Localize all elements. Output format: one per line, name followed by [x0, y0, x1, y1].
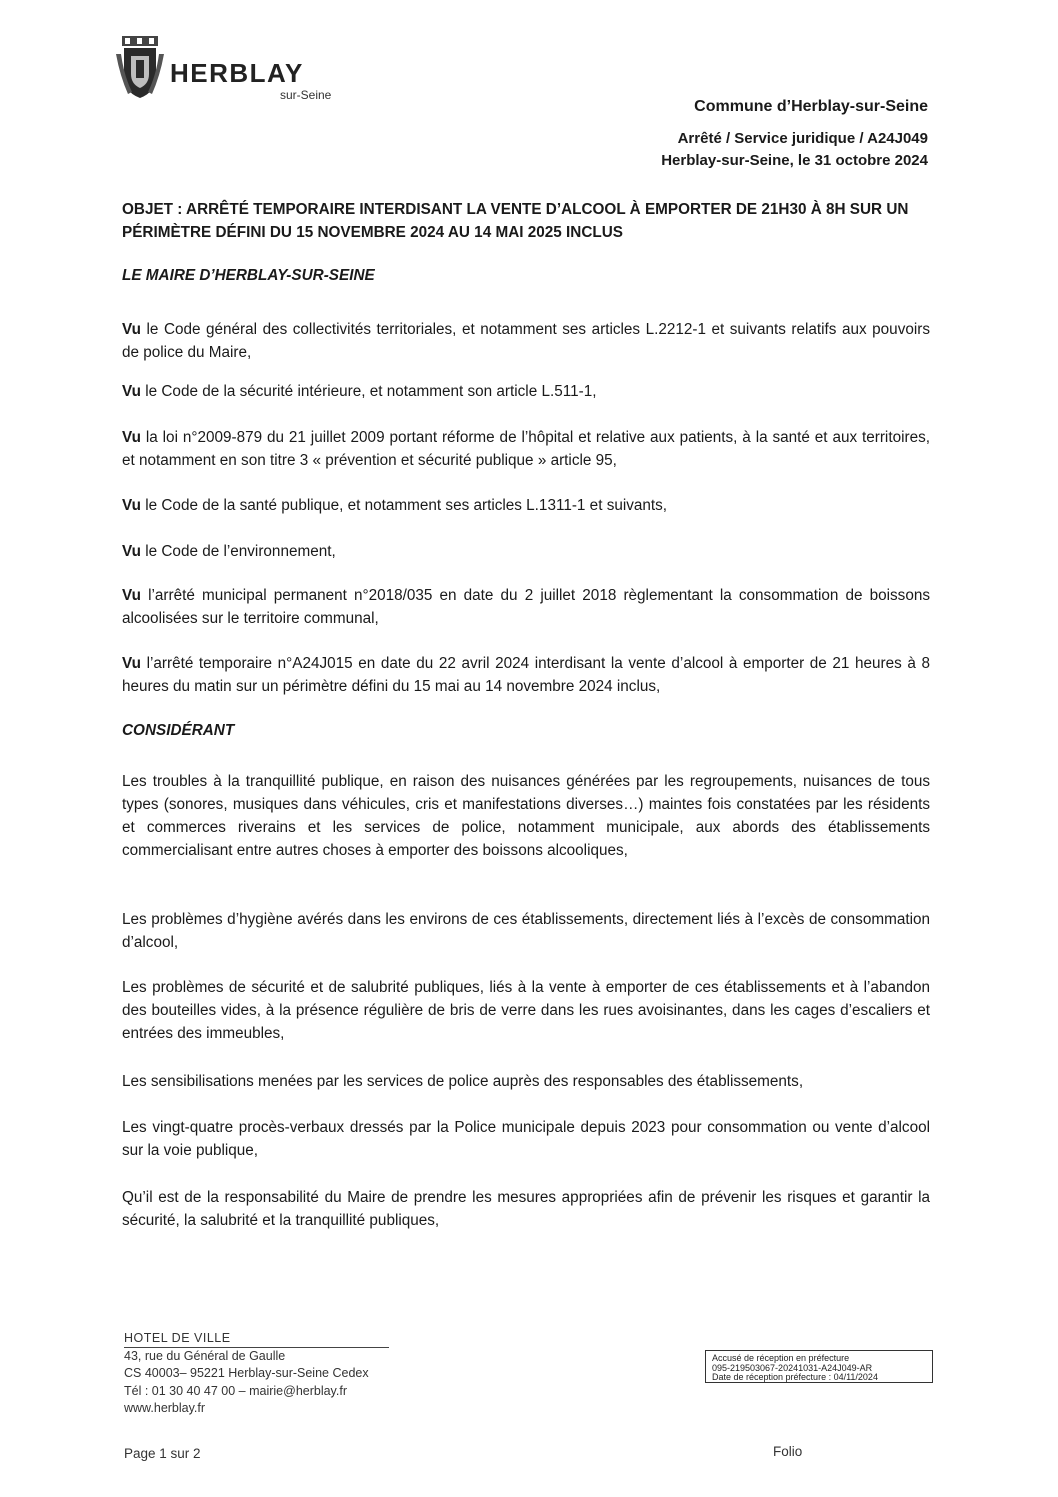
footer-line: Tél : 01 30 40 47 00 – mairie@herblay.fr: [124, 1383, 347, 1398]
vu-clause-2: [122, 380, 930, 403]
coat-of-arms-icon: [114, 36, 166, 100]
vu-text: le Code de l’environnement,: [140, 543, 336, 560]
footer-title: HOTEL DE VILLE: [124, 1331, 231, 1345]
footer-line: 43, rue du Général de Gaulle: [124, 1348, 286, 1363]
vu-clause-1: [122, 318, 930, 364]
logo-name: HERBLAY: [170, 58, 304, 88]
considerant-clause-5: Les vingt-quatre procès-verbaux dressés par la Police municipale depuis 2023 pour consommation ou vente d’alcool sur la voie publique,: [122, 1119, 930, 1159]
vu-clause-6: [122, 584, 930, 630]
considerant-clause-1: Les troubles à la tranquillité publique, en raison des nuisances générées par les regroupements, nuisances de tous types (sonores, musiques dans véhicules, cris et manifestations diverses…) maintes fois constatées par les résidents et commerces riverains et les services de police, notamment municipale, aux abords des établissements commercialisant entre autres choses à emporter des boissons alcooliques,: [122, 773, 930, 859]
page-number: Page 1 sur 2: [124, 1446, 201, 1461]
document-reference: Arrêté / Service juridique / A24J049: [677, 130, 928, 147]
considerant-clause-3: Les problèmes de sécurité et de salubrité publiques, liés à la vente à emporter de ces établissements et à l’abandon des bouteilles vides, à la présence régulière de bris de verre dans les rues avoisinantes, dans les cages d’escaliers et entrées des immeubles,: [122, 979, 930, 1042]
receipt-line: Date de réception préfecture : 04/11/2024: [712, 1372, 878, 1382]
vu-text: la loi n°2009-879 du 21 juillet 2009 portant réforme de l’hôpital et relative aux patients, à la santé et aux territoires, et notamment en son titre 3 « prévention et sécurité publique » article 95,: [122, 429, 930, 469]
considerant-clause-6: Qu’il est de la responsabilité du Maire de prendre les mesures appropriées afin de prévenir les risques et garantir la sécurité, la salubrité et la tranquillité publiques,: [122, 1189, 930, 1229]
vu-keyword: Vu: [122, 429, 141, 446]
commune-name: Commune d’Herblay-sur-Seine: [694, 98, 928, 115]
logo-subtitle: sur-Seine: [280, 88, 332, 102]
footer-line: CS 40003– 95221 Herblay-sur-Seine Cedex: [124, 1366, 369, 1380]
considerant-heading: CONSIDÉRANT: [122, 722, 235, 739]
receipt-line: Accusé de réception en préfecture: [712, 1353, 850, 1363]
vu-keyword: Vu: [122, 587, 141, 604]
vu-keyword: Vu: [122, 321, 141, 338]
vu-text: le Code de la sécurité intérieure, et notamment son article L.511-1,: [140, 383, 597, 400]
vu-clause-3: [122, 426, 930, 472]
folio-label: Folio: [773, 1444, 803, 1459]
place-and-date: Herblay-sur-Seine, le 31 octobre 2024: [661, 152, 928, 169]
considerant-clause-4: Les sensibilisations menées par les services de police auprès des responsables des établissements,: [122, 1073, 804, 1090]
prefecture-receipt-stamp: [705, 1350, 933, 1383]
vu-keyword: Vu: [122, 383, 141, 400]
receipt-line: 095-219503067-20241031-A24J049-AR: [712, 1362, 873, 1373]
footer-line: www.herblay.fr: [124, 1401, 206, 1415]
considerant-clause-2: Les problèmes d’hygiène avérés dans les environs de ces établissements, directement liés à l’excès de consommation d’alcool,: [122, 911, 930, 951]
vu-clause-4: [122, 494, 930, 517]
maire-heading: LE MAIRE D’HERBLAY-SUR-SEINE: [122, 267, 375, 284]
vu-keyword: Vu: [122, 655, 141, 672]
vu-text: le Code général des collectivités territoriales, et notamment ses articles L.2212-1 et suivants relatifs aux pouvoirs de police du Maire,: [122, 321, 930, 361]
vu-text: l’arrêté municipal permanent n°2018/035 en date du 2 juillet 2018 règlementant la consommation de boissons alcoolisées sur le territoire communal,: [122, 587, 930, 627]
vu-clause-5: [122, 540, 930, 563]
footer-divider: [124, 1347, 389, 1348]
vu-clause-7: [122, 652, 930, 698]
vu-keyword: Vu: [122, 543, 141, 560]
vu-text: l’arrêté temporaire n°A24J015 en date du 22 avril 2024 interdisant la vente d’alcool à emporter de 21 heures à 8 heures du matin sur un périmètre défini du 15 mai au 14 novembre 2024 inclus,: [122, 655, 930, 695]
vu-keyword: Vu: [122, 497, 141, 514]
footer-address: [124, 1330, 369, 1418]
vu-text: le Code de la santé publique, et notamment ses articles L.1311-1 et suivants,: [140, 497, 668, 514]
document-subject: OBJET : ARRÊTÉ TEMPORAIRE INTERDISANT LA VENTE D’ALCOOL À EMPORTER DE 21H30 À 8H SUR UN PÉRIMÈTRE DÉFINI DU 15 NOVEMBRE 2024 AU 14 MAI 2025 INCLUS: [122, 201, 909, 241]
